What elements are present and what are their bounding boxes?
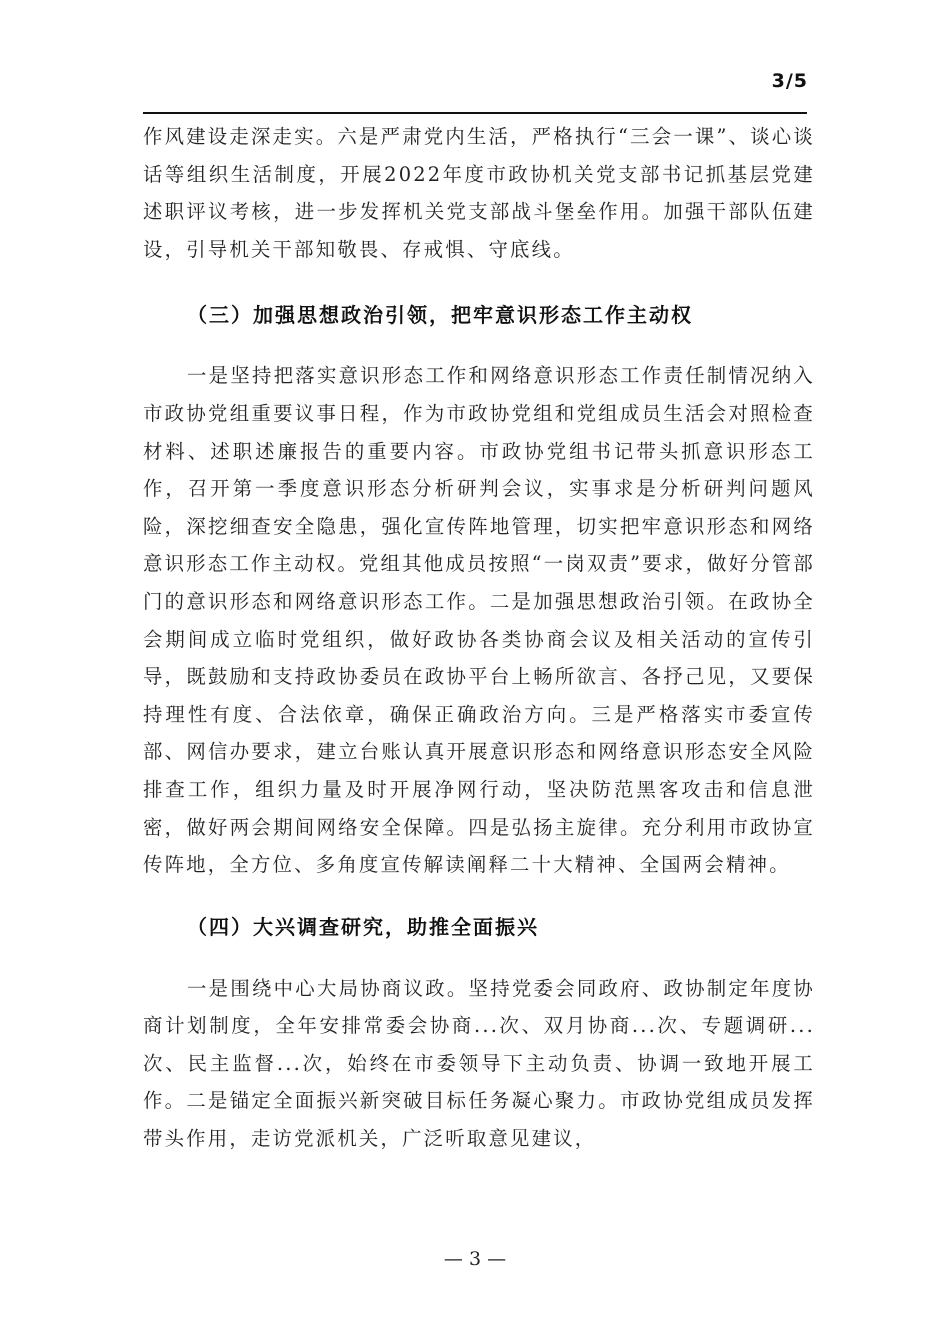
section-4-heading: （四）大兴调查研究，助推全面振兴 [187, 914, 539, 939]
page-number: — 3 — [443, 1248, 507, 1270]
section-3-heading: （三）加强思想政治引领，把牢意识形态工作主动权 [187, 303, 693, 328]
document-body [143, 118, 815, 1158]
header-rule [143, 112, 807, 114]
section-3-paragraph: 一是坚持把落实意识形态工作和网络意识形态工作责任制情况纳入市政协党组重要议事日程，作为市政协党组和党组成员生活会对照检查材料、述职述廉报告的重要内容。市政协党组书记带头抓意识形态工作，召开第一季度意识形态分析研判会议，实事求是分析研判问题风险，深挖细查安全隐患，强化宣传阵地管理，切实把牢意识形态和网络意识形态工作主动权。党组其他成员按照“一岗双责”要求，做好分管部门的意识形态和网络意识形态工作。二是加强思想政治引领。在政协全会期间成立临时党组织，做好政协各类协商会议及相关活动的宣传引导，既鼓励和支持政协委员在政协平台上畅所欲言、各抒己见，又要保持理性有度、合法依章，确保正确政治方向。三是严格落实市委宣传部、网信办要求，建立台账认真开展意识形态和网络意识形态安全风险排查工作，组织力量及时开展净网行动，坚决防范黑客攻击和信息泄密，做好两会期间网络安全保障。四是弘扬主旋律。充分利用市政协宣传阵地，全方位、多角度宣传解读阐释二十大精神、全国两会精神。 [143, 364, 815, 877]
section-4-heading-wrap [143, 908, 815, 946]
section-4-paragraph: 一是围绕中心大局协商议政。坚持党委会同政府、政协制定年度协商计划制度，全年安排常委会协商...次、双月协商...次、专题调研...次、民主监督...次，始终在市委领导下主动负责、协调一致地开展工作。二是锚定全面振兴新突破目标任务凝心聚力。市政协党组成员发挥带头作用，走访党派机关，广泛听取意见建议， [143, 976, 815, 1151]
page-counter: 3/5 [771, 70, 808, 92]
section-3-heading-wrap [143, 296, 815, 334]
continuation-paragraph: 作风建设走深走实。六是严肃党内生活，严格执行“三会一课”、谈心谈话等组织生活制度，开展2022年度市政协机关党支部书记抓基层党建述职评议考核，进一步发挥机关党支部战斗堡垒作用。加强干部队伍建设，引导机关干部知敬畏、存戒惧、守底线。 [143, 125, 815, 261]
